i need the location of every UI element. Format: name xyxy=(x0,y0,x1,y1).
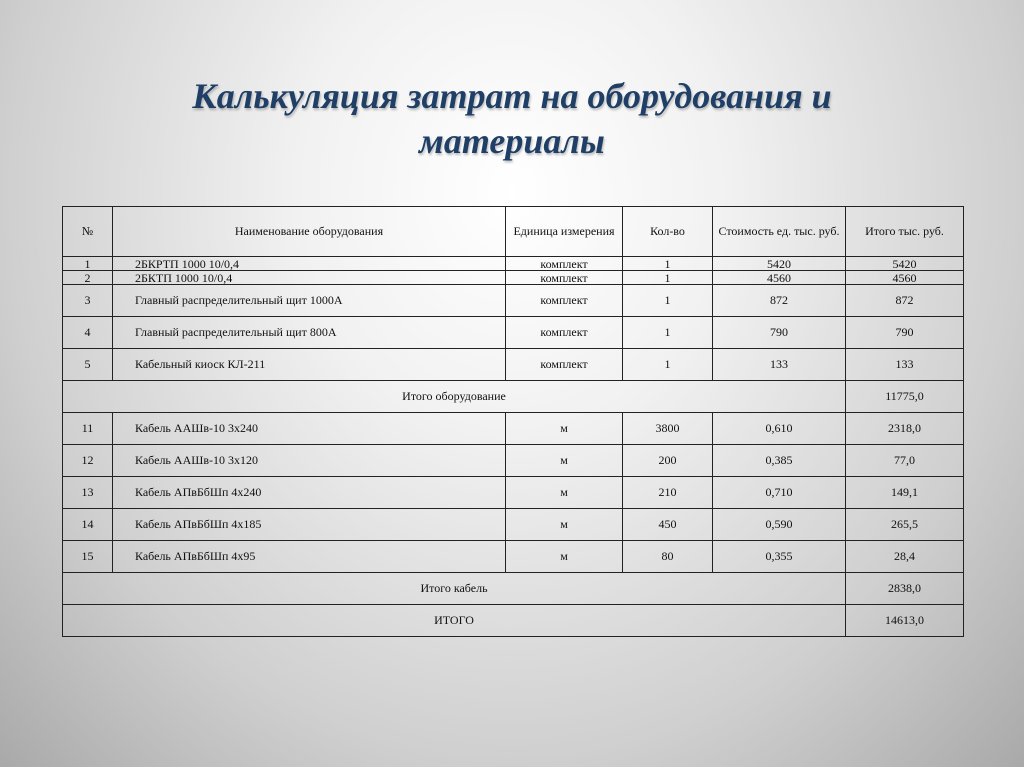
cell-price: 0,710 xyxy=(713,477,846,509)
table-row xyxy=(63,285,964,317)
table-row xyxy=(63,477,964,509)
cell-price: 872 xyxy=(713,285,846,317)
cell-name: 2БКРТП 1000 10/0,4 xyxy=(113,257,506,271)
equipment-total-row xyxy=(63,381,964,413)
cell-num: 15 xyxy=(63,541,113,573)
title-line-2: материалы xyxy=(419,121,605,161)
header-unit: Единица измерения xyxy=(506,207,623,257)
cable-total-label: Итого кабель xyxy=(63,573,846,605)
cell-num: 1 xyxy=(63,257,113,271)
cell-total: 2318,0 xyxy=(846,413,964,445)
cell-price: 0,610 xyxy=(713,413,846,445)
cell-total: 872 xyxy=(846,285,964,317)
table-row xyxy=(63,509,964,541)
cable-total-value: 2838,0 xyxy=(846,573,964,605)
cell-unit: м xyxy=(506,445,623,477)
table-row xyxy=(63,413,964,445)
cell-num: 4 xyxy=(63,317,113,349)
cell-unit: м xyxy=(506,509,623,541)
cost-table xyxy=(62,206,964,637)
cell-num: 14 xyxy=(63,509,113,541)
cell-name: Кабель АПвБбШп 4х240 xyxy=(113,477,506,509)
cell-num: 5 xyxy=(63,349,113,381)
table-row xyxy=(63,257,964,271)
table-row xyxy=(63,349,964,381)
cell-qty: 3800 xyxy=(623,413,713,445)
header-qty: Кол-во xyxy=(623,207,713,257)
table-header-row xyxy=(63,207,964,257)
title-line-1: Калькуляция затрат на оборудования и xyxy=(192,76,832,116)
grand-total-row xyxy=(63,605,964,637)
cell-price: 0,590 xyxy=(713,509,846,541)
cell-name: Кабель АПвБбШп 4х185 xyxy=(113,509,506,541)
cell-qty: 1 xyxy=(623,317,713,349)
grand-total-label: ИТОГО xyxy=(63,605,846,637)
cell-total: 265,5 xyxy=(846,509,964,541)
equipment-total-value: 11775,0 xyxy=(846,381,964,413)
cell-unit: м xyxy=(506,541,623,573)
cell-name: Кабель АПвБбШп 4х95 xyxy=(113,541,506,573)
cell-unit: комплект xyxy=(506,257,623,271)
cable-total-row xyxy=(63,573,964,605)
cell-total: 790 xyxy=(846,317,964,349)
cell-price: 0,355 xyxy=(713,541,846,573)
table-row xyxy=(63,317,964,349)
cell-name: Кабельный киоск КЛ-211 xyxy=(113,349,506,381)
page-title xyxy=(0,74,1024,164)
cell-price: 4560 xyxy=(713,271,846,285)
cell-unit: комплект xyxy=(506,285,623,317)
cell-num: 3 xyxy=(63,285,113,317)
cell-total: 4560 xyxy=(846,271,964,285)
cell-name: Главный распределительный щит 1000А xyxy=(113,285,506,317)
cell-name: Главный распределительный щит 800А xyxy=(113,317,506,349)
table-row xyxy=(63,271,964,285)
cell-total: 133 xyxy=(846,349,964,381)
header-total: Итого тыс. руб. xyxy=(846,207,964,257)
equipment-total-label: Итого оборудование xyxy=(63,381,846,413)
header-name: Наименование оборудования xyxy=(113,207,506,257)
cell-unit: м xyxy=(506,413,623,445)
header-num: № xyxy=(63,207,113,257)
cell-qty: 80 xyxy=(623,541,713,573)
cell-qty: 1 xyxy=(623,257,713,271)
cell-total: 5420 xyxy=(846,257,964,271)
cell-num: 11 xyxy=(63,413,113,445)
cell-qty: 200 xyxy=(623,445,713,477)
cell-price: 0,385 xyxy=(713,445,846,477)
cell-unit: комплект xyxy=(506,271,623,285)
cell-qty: 1 xyxy=(623,349,713,381)
header-price: Стоимость ед. тыс. руб. xyxy=(713,207,846,257)
cell-price: 133 xyxy=(713,349,846,381)
cell-price: 5420 xyxy=(713,257,846,271)
cell-num: 12 xyxy=(63,445,113,477)
cell-unit: комплект xyxy=(506,317,623,349)
cell-num: 13 xyxy=(63,477,113,509)
cell-name: Кабель ААШв-10 3х120 xyxy=(113,445,506,477)
cell-total: 149,1 xyxy=(846,477,964,509)
cell-total: 77,0 xyxy=(846,445,964,477)
cell-total: 28,4 xyxy=(846,541,964,573)
cell-name: Кабель ААШв-10 3х240 xyxy=(113,413,506,445)
cell-qty: 450 xyxy=(623,509,713,541)
cell-unit: м xyxy=(506,477,623,509)
cell-qty: 210 xyxy=(623,477,713,509)
cell-name: 2БКТП 1000 10/0,4 xyxy=(113,271,506,285)
cell-num: 2 xyxy=(63,271,113,285)
grand-total-value: 14613,0 xyxy=(846,605,964,637)
cell-unit: комплект xyxy=(506,349,623,381)
cell-price: 790 xyxy=(713,317,846,349)
table-row xyxy=(63,445,964,477)
cell-qty: 1 xyxy=(623,271,713,285)
cell-qty: 1 xyxy=(623,285,713,317)
table-row xyxy=(63,541,964,573)
